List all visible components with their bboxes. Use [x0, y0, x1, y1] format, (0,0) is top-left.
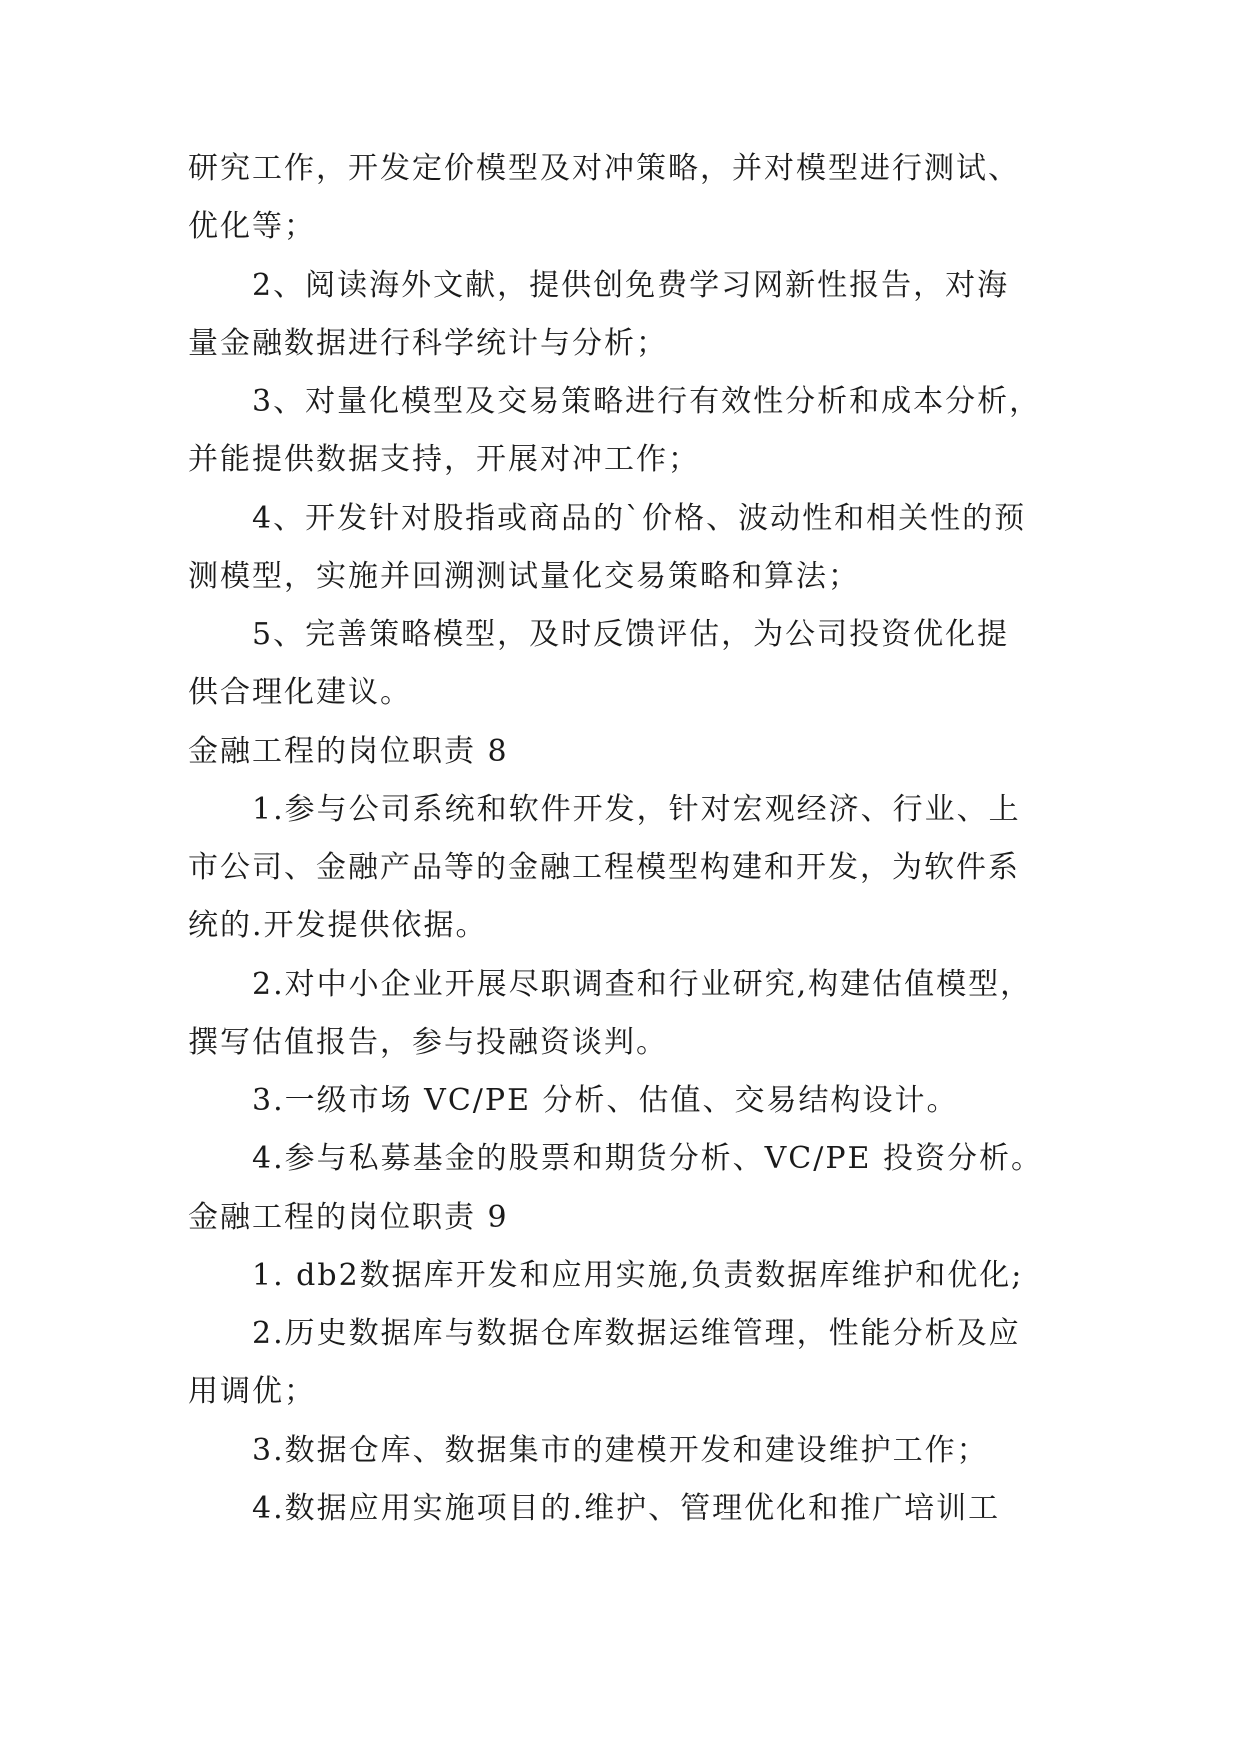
text-line: 量金融数据进行科学统计与分析；: [188, 325, 668, 361]
list-item: 3、对量化模型及交易策略进行有效性分析和成本分析，: [252, 384, 1042, 419]
section-heading: 金融工程的岗位职责 8: [188, 733, 509, 769]
list-item: 2.历史数据库与数据仓库数据运维管理，性能分析及应: [252, 1316, 1021, 1351]
text-line: 供合理化建议。: [188, 675, 412, 711]
list-item: 1. db2数据库开发和应用实施,负责数据库维护和优化;: [252, 1257, 1024, 1293]
text-line: 用调优；: [188, 1374, 316, 1410]
list-item: 2.对中小企业开展尽职调查和行业研究,构建估值模型，: [252, 966, 1033, 1002]
section-heading: 金融工程的岗位职责 9: [188, 1199, 509, 1235]
text-line: 统的.开发提供依据。: [188, 908, 488, 944]
text-line: 研究工作，开发定价模型及对冲策略，并对模型进行测试、: [188, 151, 1020, 186]
text-line: 市公司、金融产品等的金融工程模型构建和开发，为软件系: [188, 850, 1020, 885]
text-line: 测模型，实施并回溯测试量化交易策略和算法；: [188, 558, 860, 594]
list-item: 4.数据应用实施项目的.维护、管理优化和推广培训工: [252, 1490, 1001, 1526]
text-line: 优化等；: [188, 209, 316, 245]
list-item: 4、开发针对股指或商品的`价格、波动性和相关性的预: [252, 500, 1027, 536]
text-line: 并能提供数据支持，开展对冲工作；: [188, 442, 700, 478]
list-item: 5、完善策略模型，及时反馈评估，为公司投资优化提: [252, 617, 1010, 652]
text-line: 撰写估值报告，参与投融资谈判。: [188, 1024, 668, 1060]
list-item: 1.参与公司系统和软件开发，针对宏观经济、行业、上: [252, 791, 1021, 827]
list-item: 3.数据仓库、数据集市的建模开发和建设维护工作；: [252, 1432, 989, 1468]
document-page: [188, 140, 1078, 1538]
list-item: 2、阅读海外文献，提供创免费学习网新性报告，对海: [252, 267, 1010, 303]
list-item: 3.一级市场 VC/PE 分析、估值、交易结构设计。: [252, 1083, 959, 1118]
list-item: 4.参与私募基金的股票和期货分析、VC/PE 投资分析。: [252, 1141, 1043, 1177]
